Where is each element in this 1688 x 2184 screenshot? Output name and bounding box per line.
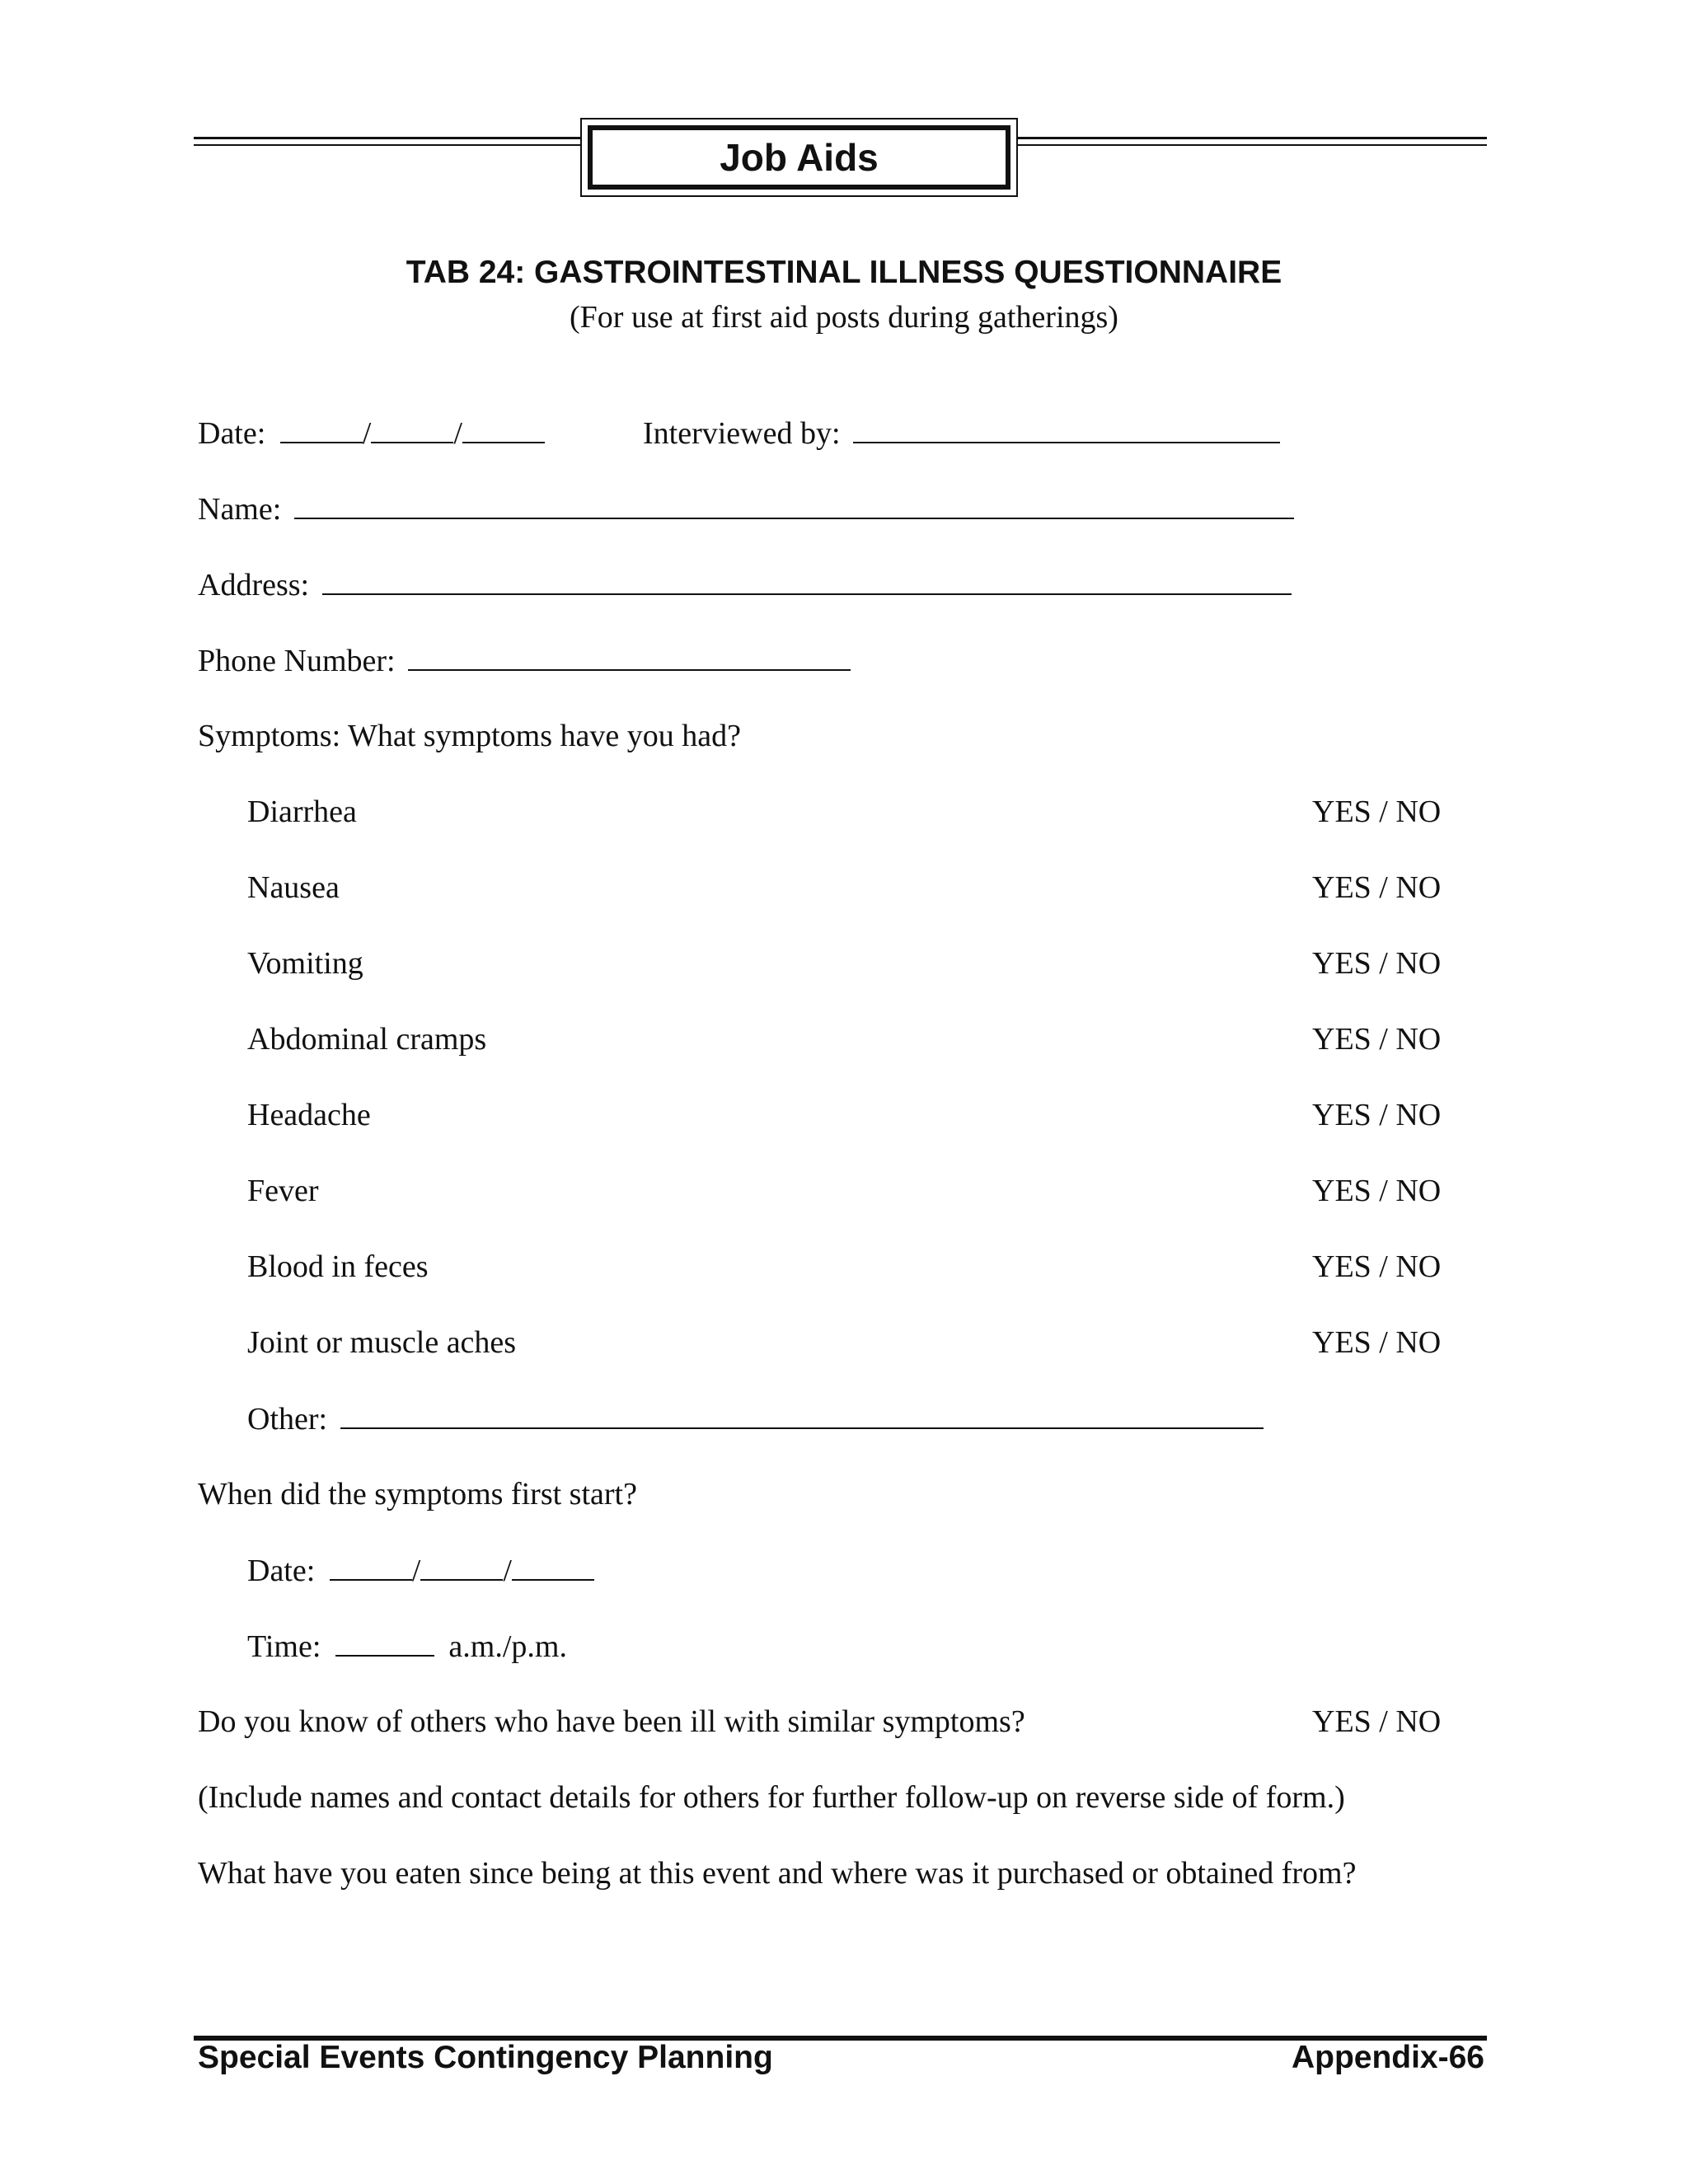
symptom-label: Nausea <box>247 870 340 905</box>
symptom-yes-no[interactable]: YES / NO <box>1312 946 1442 981</box>
symptom-label: Vomiting <box>247 946 363 981</box>
include-note: (Include names and contact details for others for further follow-up on reverse side of form.) <box>198 1780 1345 1815</box>
start-date-year-field[interactable] <box>512 1554 594 1581</box>
date-slash: / <box>411 1554 421 1588</box>
header-rule-right-bottom <box>1017 144 1487 146</box>
time-suffix: a.m./p.m. <box>448 1629 567 1664</box>
date-year-field[interactable] <box>462 417 545 443</box>
job-aids-box-inner <box>588 125 1010 190</box>
start-date-row <box>247 1554 594 1586</box>
symptoms-question: Symptoms: What symptoms have you had? <box>198 719 741 753</box>
date-day-field[interactable] <box>371 417 453 443</box>
date-month-field[interactable] <box>280 417 363 443</box>
symptom-label: Joint or muscle aches <box>247 1325 517 1360</box>
footer-title: Special Events Contingency Planning <box>198 2040 773 2075</box>
symptom-yes-no[interactable]: YES / NO <box>1312 1022 1442 1057</box>
phone-row <box>198 644 851 677</box>
address-row <box>198 569 1292 601</box>
address-label: Address: <box>198 568 310 602</box>
interviewed-field[interactable] <box>853 417 1280 443</box>
symptom-yes-no[interactable]: YES / NO <box>1312 794 1442 829</box>
phone-label: Phone Number: <box>198 644 396 678</box>
other-row <box>247 1403 1264 1435</box>
job-aids-box <box>580 118 1018 197</box>
start-question: When did the symptoms first start? <box>198 1477 637 1511</box>
symptom-label: Blood in feces <box>247 1249 429 1284</box>
symptom-label: Diarrhea <box>247 794 357 829</box>
name-label: Name: <box>198 492 282 527</box>
time-label: Time: <box>247 1629 321 1664</box>
date-slash: / <box>503 1554 512 1588</box>
phone-field[interactable] <box>408 644 851 671</box>
date-slash: / <box>362 416 372 451</box>
symptom-yes-no[interactable]: YES / NO <box>1312 1249 1442 1284</box>
header-rule-right-top <box>1017 137 1487 139</box>
symptom-yes-no[interactable]: YES / NO <box>1312 870 1442 905</box>
symptom-yes-no[interactable]: YES / NO <box>1312 1325 1442 1360</box>
interviewed-row <box>643 417 1280 449</box>
job-aids-title: Job Aids <box>720 136 879 179</box>
others-question: Do you know of others who have been ill with similar symptoms? <box>198 1704 1025 1739</box>
page-subtitle: (For use at first aid posts during gatherings) <box>570 300 1118 335</box>
symptom-label: Abdominal cramps <box>247 1022 487 1057</box>
symptom-yes-no[interactable]: YES / NO <box>1312 1174 1442 1208</box>
symptom-label: Headache <box>247 1098 371 1132</box>
interviewed-label: Interviewed by: <box>643 416 841 451</box>
start-date-label: Date: <box>247 1554 316 1588</box>
other-label: Other: <box>247 1402 328 1436</box>
date-slash: / <box>453 416 462 451</box>
name-row <box>198 493 1294 525</box>
start-date-month-field[interactable] <box>330 1554 412 1581</box>
other-field[interactable] <box>340 1403 1264 1429</box>
date-row <box>198 417 545 449</box>
name-field[interactable] <box>294 493 1294 519</box>
page-number: Appendix-66 <box>1291 2040 1484 2075</box>
others-yes-no[interactable]: YES / NO <box>1312 1704 1442 1739</box>
start-date-day-field[interactable] <box>420 1554 503 1581</box>
time-row <box>247 1630 567 1662</box>
page-title: TAB 24: GASTROINTESTINAL ILLNESS QUESTIONNAIRE <box>406 255 1282 290</box>
symptom-label: Fever <box>247 1174 319 1208</box>
eaten-question: What have you eaten since being at this event and where was it purchased or obtained from? <box>198 1856 1357 1891</box>
header-rule-left-bottom <box>194 144 581 146</box>
symptom-yes-no[interactable]: YES / NO <box>1312 1098 1442 1132</box>
address-field[interactable] <box>322 569 1292 595</box>
time-field[interactable] <box>335 1630 434 1657</box>
date-label: Date: <box>198 416 266 451</box>
header-rule-left-top <box>194 137 581 139</box>
